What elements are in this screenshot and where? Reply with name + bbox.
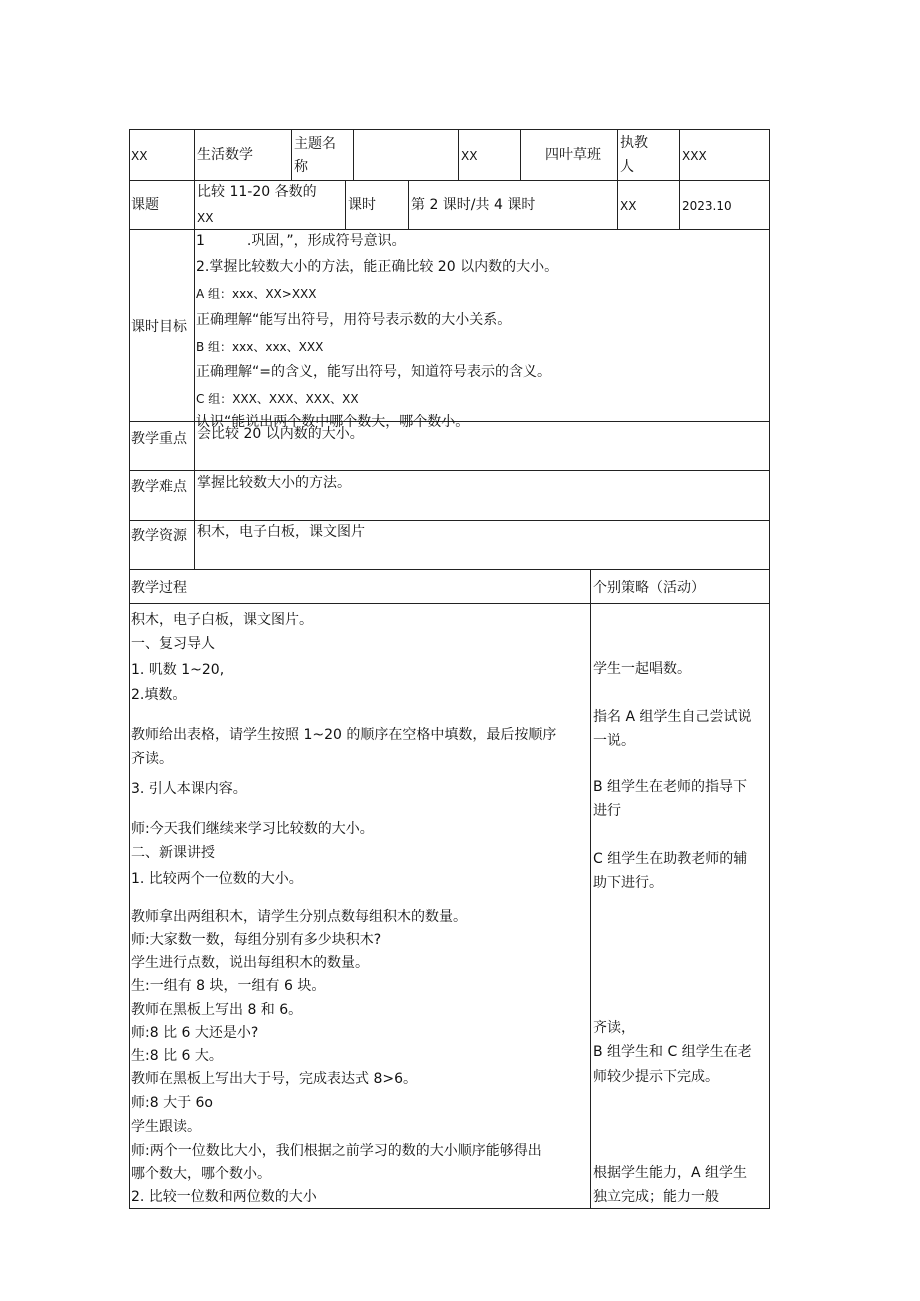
- table-border: [129, 603, 770, 604]
- strategy-line: 进行: [593, 803, 621, 819]
- table-border: [129, 180, 770, 181]
- cell-school: XX: [131, 149, 148, 163]
- cell-unit-value: XX: [620, 199, 637, 213]
- process-line: 教师在黑板上写出大于号，完成表达式 8>6。: [131, 1071, 417, 1087]
- cell-topic-label-1: 主题名: [294, 136, 336, 152]
- table-border: [194, 180, 195, 230]
- process-line: 师:大家数一数，每组分别有多少块积木?: [131, 932, 382, 948]
- table-border: [617, 129, 618, 181]
- process-line: 师:8 比 6 大还是小?: [131, 1025, 259, 1041]
- difficulties-label: 教学难点: [131, 479, 187, 495]
- process-line: 教师拿出两组积木，请学生分别点数每组积木的数量。: [131, 909, 467, 925]
- cell-topic-value: XX: [461, 149, 478, 163]
- process-line: 教师在黑板上写出 8 和 6。: [131, 1002, 303, 1018]
- strategy-line: 学生一起唱数。: [593, 661, 691, 677]
- process-line: 生:一组有 8 块，一组有 6 块。: [131, 978, 326, 994]
- strategy-line: 指名 A 组学生自己尝试说: [593, 709, 752, 725]
- table-border: [617, 180, 618, 230]
- objective-line: 认识“能说出两个数中哪个数大，哪个数小。: [196, 414, 470, 430]
- cell-topic-label-2: 称: [294, 159, 308, 175]
- objective-line: 2.掌握比较数大小的方法，能正确比较 20 以内数的大小。: [196, 259, 559, 275]
- cell-period-value: 第 2 课时/共 4 课时: [411, 197, 536, 213]
- table-border: [769, 129, 770, 1209]
- process-line: 学生进行点数，说出每组积木的数量。: [131, 955, 369, 971]
- process-line: 齐读。: [131, 751, 173, 767]
- strategy-line: B 组学生在老师的指导下: [593, 779, 748, 795]
- process-line: 师:两个一位数比大小，我们根据之前学习的数的大小顺序能够得出: [131, 1143, 542, 1159]
- strategy-content: [592, 605, 768, 1207]
- objective-line: A 组：xxx、XX>XXX: [196, 287, 317, 301]
- table-border: [129, 229, 770, 230]
- key-points-label: 教学重点: [131, 431, 187, 447]
- process-header: 教学过程: [131, 580, 187, 596]
- process-line: 3. 引人本课内容。: [131, 781, 247, 797]
- strategy-line: 独立完成；能力一般: [593, 1189, 719, 1205]
- cell-date-value: 2023.10: [682, 199, 732, 213]
- process-line: 2. 比较一位数和两位数的大小: [131, 1189, 317, 1205]
- strategy-line: 助下进行。: [593, 875, 663, 891]
- process-line: 学生跟读。: [131, 1119, 201, 1135]
- table-border: [408, 180, 409, 230]
- table-border: [129, 569, 770, 570]
- cell-lesson-title-2: XX: [197, 211, 214, 225]
- process-line: 师:今天我们继续来学习比较数的大小。: [131, 821, 374, 837]
- process-line: 1. 比较两个一位数的大小。: [131, 871, 303, 887]
- objectives-content: [196, 232, 768, 430]
- table-border: [129, 1208, 770, 1209]
- cell-lesson-title-1: 比较 11-20 各数的: [197, 184, 317, 200]
- table-border: [129, 129, 770, 130]
- cell-lesson-label: 课题: [131, 197, 159, 213]
- table-border: [679, 129, 680, 181]
- objective-line: 1 .巩固，”，形成符号意识。: [196, 233, 406, 249]
- strategy-line: 根据学生能力，A 组学生: [593, 1165, 748, 1181]
- cell-teacher-label-2: 人: [620, 159, 634, 175]
- process-line: 生:8 比 6 大。: [131, 1048, 223, 1064]
- cell-teacher-label-1: 执教: [620, 135, 648, 151]
- table-border: [194, 129, 195, 181]
- objective-line: 正确理解“能写出符号，用符号表示数的大小关系。: [196, 312, 512, 328]
- strategy-line: B 组学生和 C 组学生在老: [593, 1044, 752, 1060]
- cell-period-label: 课时: [348, 197, 376, 213]
- table-border: [458, 129, 459, 181]
- table-border: [679, 180, 680, 230]
- table-border: [353, 129, 354, 181]
- key-points-value: 会比较 20 以内数的大小。: [197, 426, 364, 442]
- table-border: [520, 129, 521, 181]
- table-border: [129, 470, 770, 471]
- process-content: [130, 605, 590, 1207]
- objective-line: B 组：xxx、xxx、XXX: [196, 340, 324, 354]
- strategy-line: 一说。: [593, 733, 635, 749]
- strategy-line: 齐读，: [593, 1020, 635, 1036]
- table-border: [291, 129, 292, 181]
- process-line: 1. 叽数 1~20,: [131, 662, 225, 678]
- cell-class: 四叶草班: [545, 147, 601, 163]
- objective-line: C 组：XXX、XXX、XXX、XX: [196, 392, 359, 406]
- process-line: 2.填数。: [131, 687, 187, 703]
- process-line: 二、新课讲授: [131, 845, 215, 861]
- strategy-header: 个别策略（活动）: [593, 580, 705, 596]
- table-border: [194, 229, 195, 570]
- resources-label: 教学资源: [131, 528, 187, 544]
- process-line: 一、复习导人: [131, 636, 215, 652]
- table-border: [345, 180, 346, 230]
- process-line: 哪个数大，哪个数小。: [131, 1166, 271, 1182]
- resources-value: 积木，电子白板，课文图片: [197, 524, 365, 540]
- table-border: [129, 520, 770, 521]
- difficulties-value: 掌握比较数大小的方法。: [197, 475, 351, 491]
- cell-subject: 生活数学: [197, 147, 253, 163]
- process-line: 师:8 大于 6o: [131, 1095, 213, 1111]
- cell-teacher-value: XXX: [682, 149, 707, 163]
- table-border: [590, 569, 591, 1209]
- process-line: 积木，电子白板，课文图片。: [131, 612, 313, 628]
- objective-line: 正确理解“=的含义，能写出符号，知道符号表示的含义。: [196, 364, 551, 380]
- process-line: 教师给出表格，请学生按照 1~20 的顺序在空格中填数，最后按顺序: [131, 727, 557, 743]
- strategy-line: C 组学生在助教老师的辅: [593, 851, 748, 867]
- strategy-line: 师较少提示下完成。: [593, 1069, 719, 1085]
- objectives-label: 课时目标: [131, 319, 187, 335]
